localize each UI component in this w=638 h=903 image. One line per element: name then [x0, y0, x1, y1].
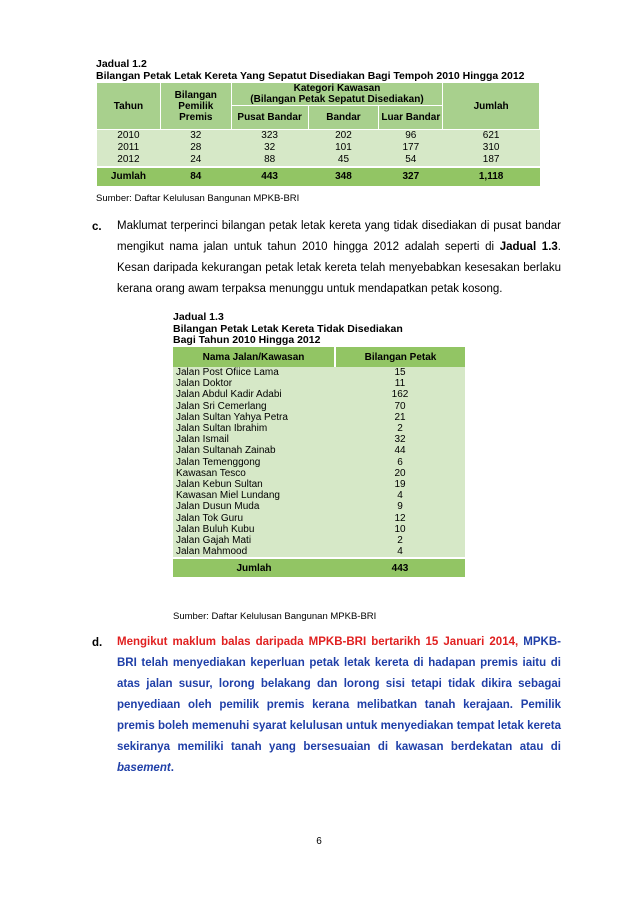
- street-name-cell: Jalan Gajah Mati: [173, 535, 335, 546]
- cell: 310: [443, 142, 540, 154]
- table-row: [173, 423, 465, 434]
- table-row: [97, 154, 540, 167]
- count-cell: 12: [335, 512, 465, 523]
- count-cell: 44: [335, 445, 465, 456]
- table-row: [173, 546, 465, 558]
- count-cell: 15: [335, 367, 465, 378]
- table-1-2-source: Sumber: Daftar Kelulusan Bangunan MPKB-BRI: [96, 193, 300, 204]
- street-name-cell: Jalan Kebun Sultan: [173, 479, 335, 490]
- cell: 2011: [97, 142, 161, 154]
- count-cell: 2: [335, 535, 465, 546]
- cell: 24: [160, 154, 231, 167]
- cell: 202: [308, 130, 379, 143]
- table-1-3-subtitle-2: Bagi Tahun 2010 Hingga 2012: [173, 334, 321, 346]
- table-row: [173, 501, 465, 512]
- street-name-cell: Jalan Tok Guru: [173, 512, 335, 523]
- street-name-cell: Jalan Sultanah Zainab: [173, 445, 335, 456]
- table-1-2-caption: [96, 58, 525, 82]
- table-row: [173, 367, 465, 378]
- page-number: 6: [316, 836, 322, 847]
- street-name-cell: Jalan Doktor: [173, 378, 335, 389]
- para-c-text-2: . Kesan daripada kekurangan petak letak kereta telah menyebabkan kesesakan berlaku kerana orang awam terpaksa menunggu untuk mendapatkan petak kosong.: [117, 241, 561, 295]
- count-cell: 19: [335, 479, 465, 490]
- table-row: [173, 412, 465, 423]
- table-1-3-source: Sumber: Daftar Kelulusan Bangunan MPKB-BRI: [173, 611, 377, 622]
- para-c: [117, 216, 561, 300]
- table-row: [173, 445, 465, 456]
- para-c-label: c.: [92, 221, 102, 233]
- header-bandar: Bandar: [308, 106, 379, 130]
- table-row: [173, 468, 465, 479]
- table-row: [173, 457, 465, 468]
- table-row: [173, 401, 465, 412]
- cell: 54: [379, 154, 443, 167]
- header-kategori-subtitle: (Bilangan Petak Sepatut Disediakan): [250, 94, 424, 105]
- table-total-row: [97, 167, 540, 186]
- cell: 348: [308, 167, 379, 186]
- count-cell: 2: [335, 423, 465, 434]
- cell: 327: [379, 167, 443, 186]
- cell: 1,118: [443, 167, 540, 186]
- table-1-3-caption: [173, 312, 403, 347]
- table-row: [173, 524, 465, 535]
- table-row: [173, 434, 465, 445]
- street-name-cell: Kawasan Miel Lundang: [173, 490, 335, 501]
- cell: 96: [379, 130, 443, 143]
- count-cell: 21: [335, 412, 465, 423]
- cell: 32: [160, 130, 231, 143]
- total-value-cell: 443: [335, 558, 465, 577]
- cell: 84: [160, 167, 231, 186]
- count-cell: 4: [335, 490, 465, 501]
- street-name-cell: Jalan Temenggong: [173, 457, 335, 468]
- street-name-cell: Jalan Sultan Yahya Petra: [173, 412, 335, 423]
- para-c-ref: Jadual 1.3: [499, 241, 558, 253]
- table-row: [173, 479, 465, 490]
- para-d-blue-text: MPKB-BRI telah menyediakan keperluan petak letak kereta di hadapan premis iaitu di atas jalan susur, lorong belakang dan lorong sisi tetapi tidak dikira sebagai penyediaan oleh pemilik premis kerana melibatkan tanah kerajaan. Pemilik premis boleh memenuhi syarat kelulusan untuk menyediakan tempat letak kereta sekiranya memiliki tanah yang bersesuaian di kawasan berdekatan atau di: [117, 636, 561, 753]
- para-d-end: .: [170, 762, 174, 774]
- table-1-2: [96, 82, 540, 186]
- count-cell: 10: [335, 524, 465, 535]
- table-1-2-subtitle: Bilangan Petak Letak Kereta Yang Sepatut Disediakan Bagi Tempoh 2010 Hingga 2012: [96, 70, 525, 82]
- header-tahun: Tahun: [97, 83, 161, 130]
- cell: 177: [379, 142, 443, 154]
- count-cell: 70: [335, 401, 465, 412]
- count-cell: 162: [335, 389, 465, 400]
- table-row: [173, 389, 465, 400]
- cell: 2012: [97, 154, 161, 167]
- header-pusat-bandar: Pusat Bandar: [231, 106, 308, 130]
- street-name-cell: Jalan Buluh Kubu: [173, 524, 335, 535]
- cell: 45: [308, 154, 379, 167]
- para-d-basement: basement: [117, 762, 171, 774]
- cell: 28: [160, 142, 231, 154]
- cell: 101: [308, 142, 379, 154]
- table-row: [173, 512, 465, 523]
- count-cell: 6: [335, 457, 465, 468]
- header-luar-bandar: Luar Bandar: [379, 106, 443, 130]
- table-row: [173, 535, 465, 546]
- count-cell: 20: [335, 468, 465, 479]
- table-row: [173, 378, 465, 389]
- cell: 323: [231, 130, 308, 143]
- table-1-3: [173, 347, 465, 577]
- cell: 88: [231, 154, 308, 167]
- para-d: [117, 632, 561, 779]
- street-name-cell: Jalan Abdul Kadir Adabi: [173, 389, 335, 400]
- count-cell: 11: [335, 378, 465, 389]
- street-name-cell: Jalan Dusun Muda: [173, 501, 335, 512]
- header-jumlah: Jumlah: [443, 83, 540, 130]
- table-1-2-title: Jadual 1.2: [96, 58, 147, 70]
- street-name-cell: Jalan Ismail: [173, 434, 335, 445]
- street-name-cell: Jalan Sultan Ibrahim: [173, 423, 335, 434]
- count-cell: 32: [335, 434, 465, 445]
- table-1-3-subtitle-1: Bilangan Petak Letak Kereta Tidak Disediakan: [173, 322, 403, 335]
- header-kategori-kawasan: [231, 83, 443, 106]
- para-d-label: d.: [92, 637, 103, 649]
- count-cell: 4: [335, 546, 465, 558]
- count-cell: 9: [335, 501, 465, 512]
- para-c-text-1: Maklumat terperinci bilangan petak letak kereta yang tidak disediakan di pusat bandar mengikut nama jalan untuk tahun 2010 hingga 2012 adalah seperti di: [117, 220, 561, 253]
- header-bilangan-pemilik: Bilangan Pemilik Premis: [160, 83, 231, 130]
- street-name-cell: Jalan Mahmood: [173, 546, 335, 558]
- street-name-cell: Jalan Sri Cemerlang: [173, 401, 335, 412]
- street-name-cell: Kawasan Tesco: [173, 468, 335, 479]
- cell: 32: [231, 142, 308, 154]
- cell: 2010: [97, 130, 161, 143]
- table-row: [97, 142, 540, 154]
- header-kategori-title: Kategori Kawasan: [293, 83, 381, 94]
- cell: 621: [443, 130, 540, 143]
- table-row: [173, 490, 465, 501]
- cell: 187: [443, 154, 540, 167]
- header-nama-jalan: Nama Jalan/Kawasan: [173, 347, 335, 367]
- total-label-cell: Jumlah: [173, 558, 335, 577]
- cell: Jumlah: [97, 167, 161, 186]
- header-bilangan-petak: Bilangan Petak: [335, 347, 465, 367]
- street-name-cell: Jalan Post Ofiice Lama: [173, 367, 335, 378]
- table-total-row: [173, 558, 465, 577]
- table-row: [97, 130, 540, 143]
- table-1-3-title: Jadual 1.3: [173, 311, 224, 323]
- cell: 443: [231, 167, 308, 186]
- para-d-red-text: Mengikut maklum balas daripada MPKB-BRI bertarikh 15 Januari 2014,: [117, 636, 524, 648]
